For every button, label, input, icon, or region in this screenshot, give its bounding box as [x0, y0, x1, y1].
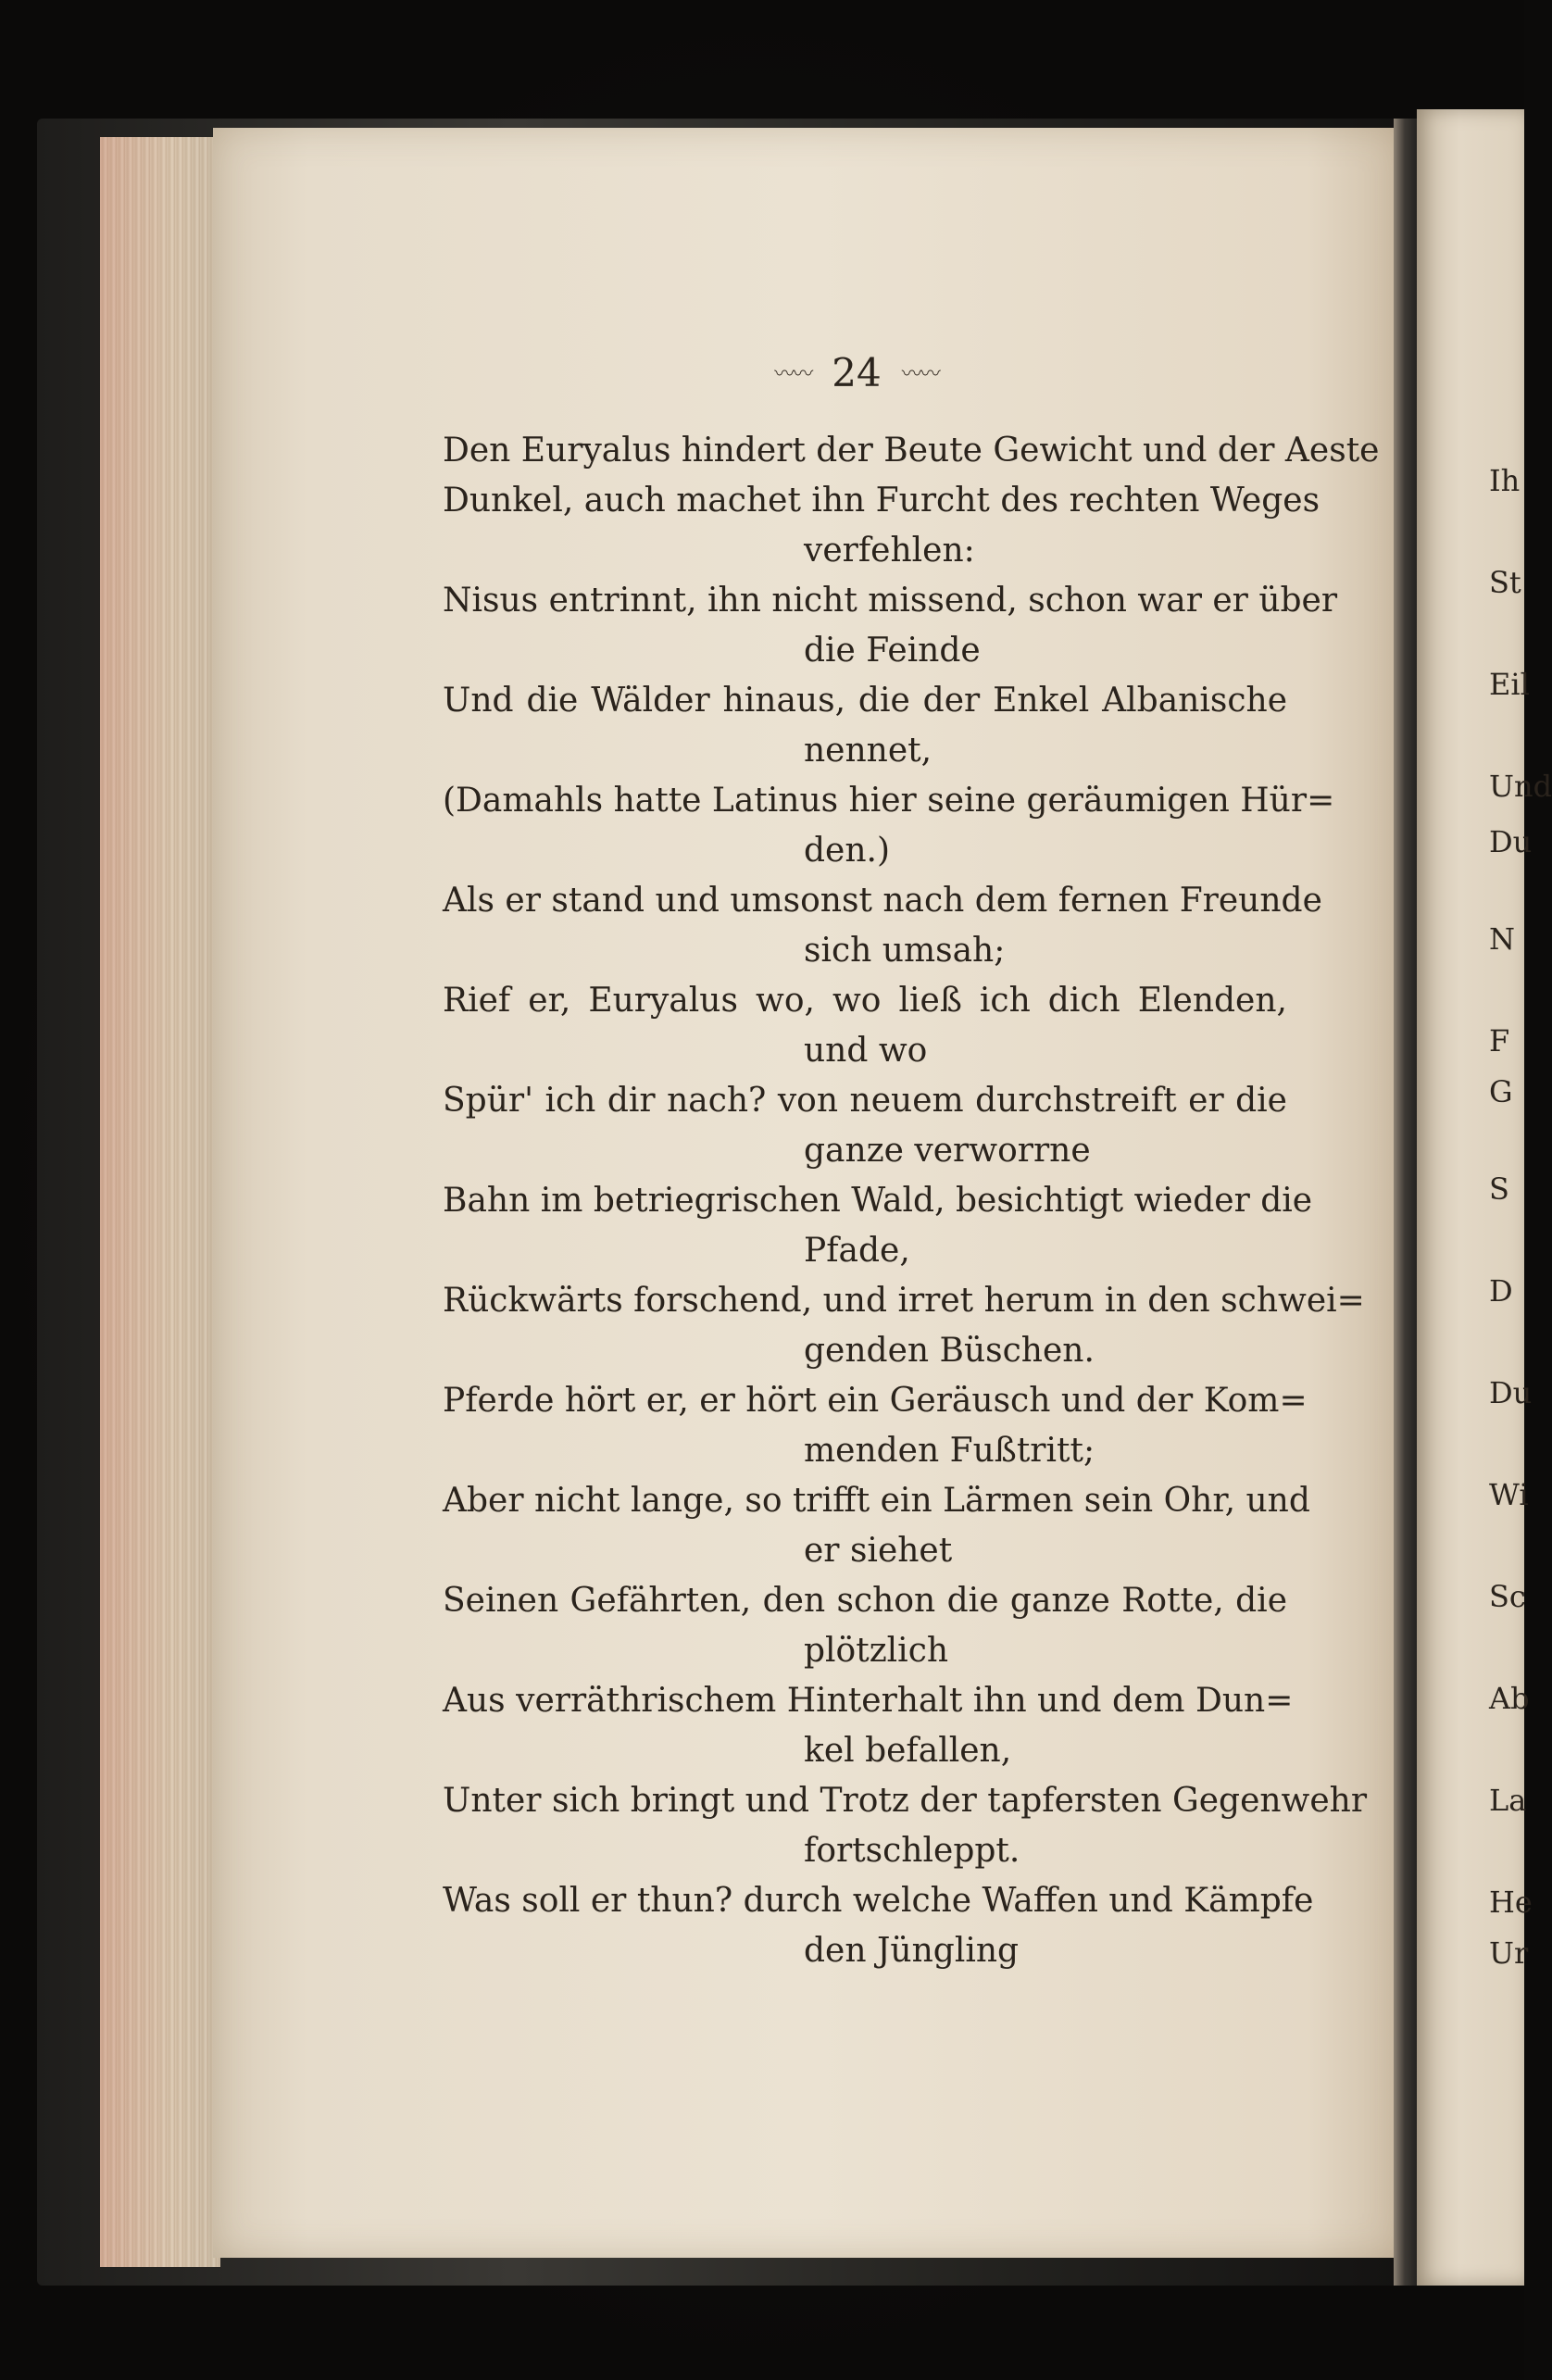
verse-line: Unter sich bringt und Trotz der tapfersten Gegenwehr: [443, 1782, 1368, 1820]
verse-continuation: ganze verworrne: [804, 1132, 1091, 1170]
verse-line: Nisus entrinnt, ihn nicht missend, schon war er über: [443, 582, 1338, 620]
verse-continuation: den Jüngling: [804, 1932, 1020, 1970]
right-page-fragment: He: [1489, 1885, 1533, 1920]
page-edges: [100, 137, 220, 2267]
verse-line: Spür' ich dir nach? von neuem durchstreift er die: [443, 1082, 1287, 1120]
verse-line: Und die Wälder hinaus, die der Enkel Albanische: [443, 682, 1287, 720]
right-page-fragment: S: [1489, 1171, 1509, 1207]
verse-line: Was soll er thun? durch welche Waffen und Kämpfe: [443, 1882, 1314, 1920]
verse-line: Rief er, Euryalus wo, wo ließ ich dich Elenden,: [443, 982, 1287, 1020]
right-page-fragment: Wi: [1489, 1477, 1529, 1512]
right-page-fragment: La: [1489, 1783, 1527, 1818]
verse-line: (Damahls hatte Latinus hier seine geräumigen Hür=: [443, 782, 1335, 820]
verse-continuation: sich umsah;: [804, 932, 1006, 970]
right-page-fragment: N: [1489, 921, 1515, 957]
right-page-fragment: Ur: [1489, 1935, 1529, 1971]
header-ornament-left: 〰〰: [774, 362, 812, 386]
right-page-fragment: G: [1489, 1074, 1513, 1109]
verse-line: Als er stand und umsonst nach dem fernen Freunde: [443, 882, 1322, 920]
right-page-fragment: F: [1489, 1023, 1510, 1058]
verse-continuation: er siehet: [804, 1532, 953, 1570]
right-page-fragment: Du: [1489, 1375, 1533, 1410]
verse-line: Aber nicht lange, so trifft ein Lärmen sein Ohr, und: [443, 1482, 1310, 1520]
verse-line: Aus verräthrischem Hinterhalt ihn und dem Dun=: [443, 1682, 1294, 1720]
right-page-fragment: Eil: [1489, 667, 1530, 702]
page-number: 24: [832, 349, 882, 395]
verse-line: Bahn im betriegrischen Wald, besichtigt wieder die: [443, 1182, 1313, 1220]
right-page-fragment: Ih: [1489, 463, 1521, 498]
verse-continuation: verfehlen:: [804, 532, 975, 570]
verse-continuation: nennet,: [804, 732, 932, 770]
poem-text: [443, 426, 1380, 1976]
right-page-fragment: Und: [1489, 769, 1552, 804]
verse-continuation: Pfade,: [804, 1232, 910, 1270]
verse-line: Dunkel, auch machet ihn Furcht des rechten Weges: [443, 482, 1320, 520]
right-page-fragments: [1482, 0, 1552, 2380]
header-ornament-right: 〰〰: [901, 362, 939, 386]
right-page-fragment: Sc: [1489, 1579, 1526, 1614]
verse-continuation: die Feinde: [804, 632, 981, 670]
right-page-fragment: Du: [1489, 824, 1533, 859]
verse-continuation: plötzlich: [804, 1632, 949, 1670]
verse-continuation: genden Büschen.: [804, 1332, 1095, 1370]
verse-continuation: kel befallen,: [804, 1732, 1012, 1770]
verse-continuation: fortschleppt.: [804, 1832, 1020, 1870]
verse-line: Rückwärts forschend, und irret herum in den schwei=: [443, 1282, 1365, 1320]
right-page-fragment: St: [1489, 565, 1521, 600]
verse-line: Pferde hört er, er hört ein Geräusch und der Kom=: [443, 1382, 1308, 1420]
page-header: [741, 344, 972, 400]
verse-continuation: und wo: [804, 1032, 928, 1070]
verse-line: Den Euryalus hindert der Beute Gewicht und der Aeste: [443, 432, 1380, 470]
right-page-fragment: Ab: [1489, 1681, 1530, 1716]
verse-continuation: menden Fußtritt;: [804, 1432, 1095, 1470]
verse-continuation: den.): [804, 832, 891, 870]
right-page-fragment: D: [1489, 1273, 1513, 1309]
verse-line: Seinen Gefährten, den schon die ganze Rotte, die: [443, 1582, 1287, 1620]
